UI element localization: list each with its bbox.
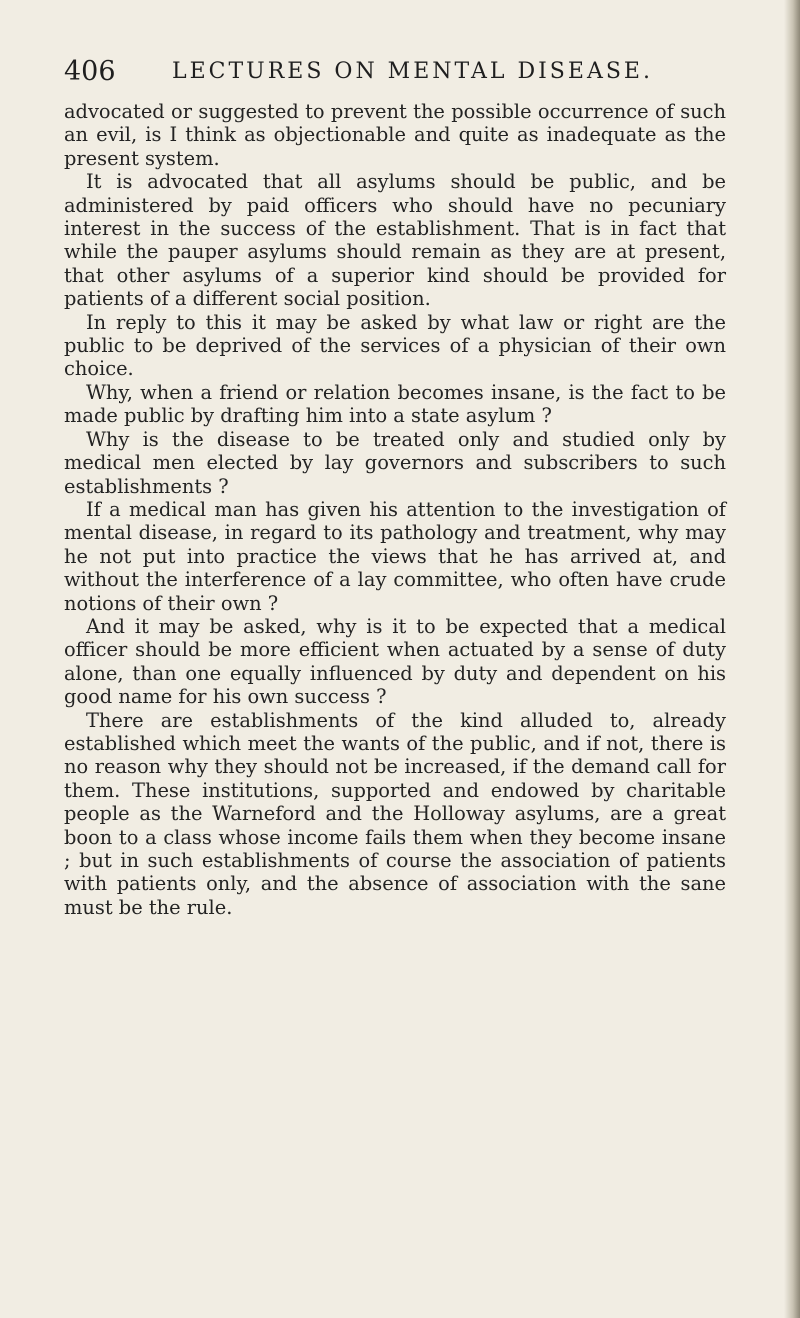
paragraph: There are establishments of the kind alluded to, already established which meet the wants of the public, and if not, there is no reason why they should not be increased, if the demand call for them. These institutions, supported and endowed by charitable people as the Warneford and the Holloway asylums, are a great boon to a class whose income fails them when they become insane ; but in such establishments of course the association of patients with patients only, and the absence of association with the sane must be the rule. — [64, 708, 726, 919]
paragraph: Why, when a friend or relation becomes insane, is the fact to be made public by drafting him into a state asylum ? — [64, 380, 726, 428]
page-edge-shadow — [784, 0, 800, 1318]
body-text — [64, 100, 726, 919]
page-header — [64, 52, 724, 92]
paragraph: It is advocated that all asylums should be public, and be administered by paid officers who should have no pecuniary interest in the success of the establishment. That is in fact that while the pauper asylums should remain as they are at present, that other asylums of a superior kind should be provided for patients of a different social position. — [64, 170, 726, 311]
paragraph: advocated or suggested to prevent the possible occurrence of such an evil, is I think as objectionable and quite as inadequate as the present system. — [64, 100, 726, 170]
running-title: LECTURES ON MENTAL DISEASE. — [172, 59, 653, 84]
paragraph: Why is the disease to be treated only and studied only by medical men elected by lay governors and subscribers to such establishments ? — [64, 427, 726, 498]
page-number: 406 — [64, 56, 116, 87]
paragraph: And it may be asked, why is it to be expected that a medical officer should be more efficient when actuated by a sense of duty alone, than one equally influenced by duty and dependent on his good name for his own success ? — [64, 614, 726, 709]
paragraph: In reply to this it may be asked by what law or right are the public to be deprived of the services of a physician of their own choice. — [64, 310, 726, 381]
paragraph: If a medical man has given his attention to the investigation of mental disease, in regard to its pathology and treatment, why may he not put into practice the views that he has arrived at, and without the interference of a lay committee, who often have crude notions of their own ? — [64, 497, 726, 615]
